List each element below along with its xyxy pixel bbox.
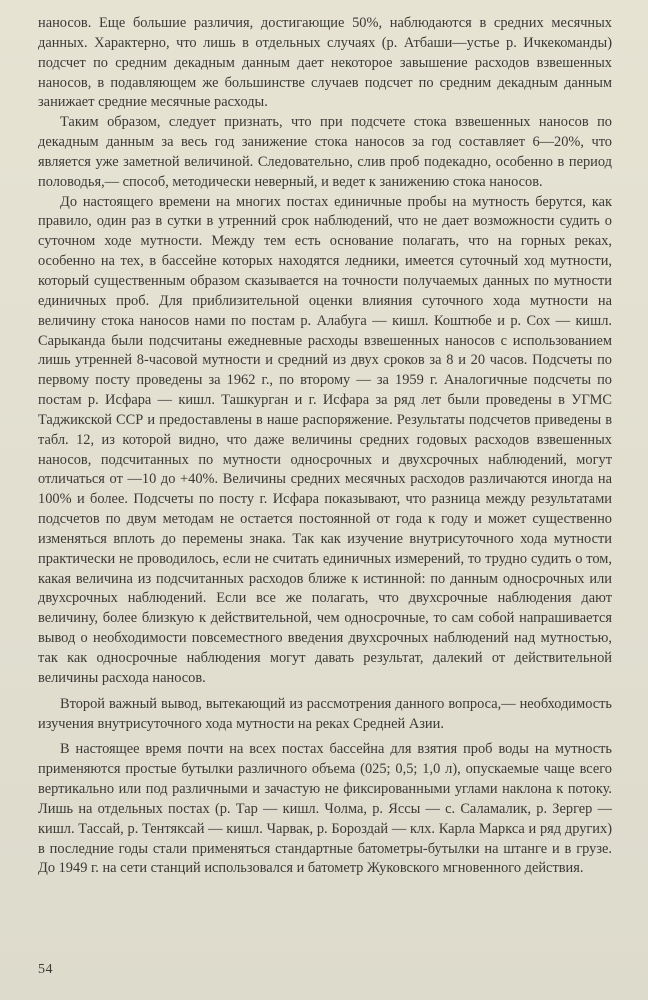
paragraph-3: До настоящего времени на многих постах единичные пробы на мутность берутся, как правило, один раз в сутки в утренний срок наблюдений, что не дает возможности судить о суточном ходе мутности. Между тем есть основание полагать, что на горных реках, особенно на тех, в бассейне которых находятся ледники, имеется суточный ход мутности, который существенным образом сказывается на точности получаемых данных по мутности единичных проб. Для приблизительной оценки влияния суточного хода мутности на величину стока наносов нами по постам р. Алабуга — кишл. Коштюбе и р. Сох — кишл. Сарыканда были подсчитаны ежедневные расходы взвешенных наносов с использованием лишь утренней 8-часовой мутности и средний из двух сроков за 8 и 20 часов. Подсчеты по первому посту проведены за 1962 г., по второму — за 1959 г. Аналогичные подсчеты по постам р. Исфара — кишл. Ташкурган и г. Исфара за ряд лет были проведены в УГМС Таджикской ССР и предоставлены в наше распоряжение. Результаты подсчетов приведены в табл. 12, из которой видно, что даже величины средних годовых расходов взвешенных наносов, подсчитанных по мутности односрочных и двухсрочных наблюдений, могут отличаться от —10 до +40%. Величины средних месячных расходов различаются иногда на 100% и более. Подсчеты по посту г. Исфара показывают, что разница между результатами подсчетов по двум методам не остается постоянной от года к году и может существенно изменяться вплоть до перемены знака. Так как изучение внутрисуточного хода мутности практически не проводилось, если не считать единичных измерений, то трудно судить о том, какая величина из подсчитанных расходов ближе к истинной: по данным односрочных или двухсрочных наблюдений. Если все же полагать, что двухсрочные наблюдения дают величину, более близкую к действительной, чем односрочные, то сам собой напрашивается вывод о необходимости повсеместного введения двухсрочных наблюдений над мутностью, так как односрочные наблюдения могут давать результат, далекий от действительной величины расхода наносов.	[38, 193, 612, 686]
paragraph-1: наносов. Еще большие различия, достигающие 50%, наблюдаются в средних месячных данных. Характерно, что лишь в отдельных случаях (р. Атбаши—устье р. Ичкекоманды) подсчет по средним декадным данным дает некоторое завышение расходов взвешенных наносов, в подавляющем же большинстве случаев подсчет по средним декадным данным занижает средние месячные расходы.	[38, 15, 612, 111]
paragraph-5: В настоящее время почти на всех постах бассейна для взятия проб воды на мутность применяются простые бутылки различного объема (025; 0,5; 1,0 л), опускаемые чаще всего вертикально или под различными и зачастую не фиксированными углами наклона к потоку. Лишь на отдельных постах (р. Тар — кишл. Чолма, р. Яссы — с. Саламалик, р. Зергер — кишл. Тассай, р. Тентяксай — кишл. Чарвак, р. Бороздай — клх. Карла Маркса и ряд других) в последние годы стали применяться стандартные батометры-бутылки на штанге и в грузе. До 1949 г. на сети станций использовался и батометр Жуковского мгновенного действия.	[38, 741, 612, 877]
paragraph-2: Таким образом, следует признать, что при подсчете стока взвешенных наносов по декадным данным за весь год занижение стока наносов за год составляет 6—20%, что является уже заметной величиной. Следовательно, слив проб подекадно, особенно в период половодья,— способ, методически неверный, и ведет к занижению стока наносов.	[38, 114, 612, 190]
paragraph-4: Второй важный вывод, вытекающий из рассмотрения данного вопроса,— необходимость изучения внутрисуточного хода мутности на реках Средней Азии.	[38, 695, 612, 732]
body-text	[38, 14, 612, 879]
page-number: 54	[38, 962, 53, 977]
